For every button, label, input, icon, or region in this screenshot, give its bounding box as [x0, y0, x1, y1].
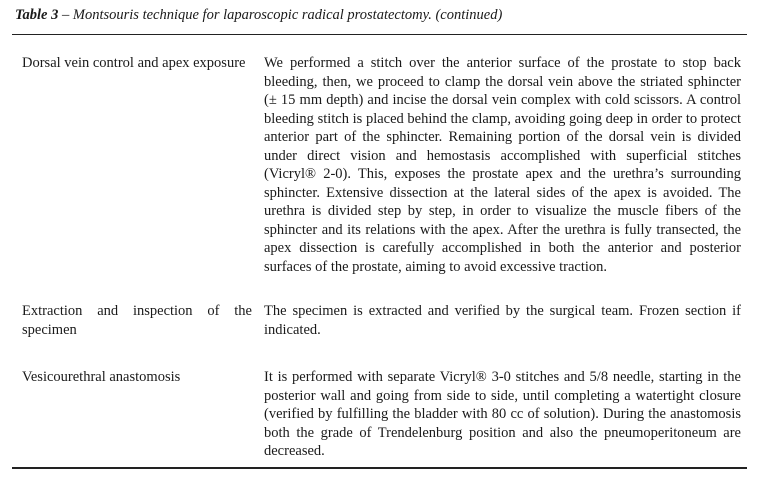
- table-title: – Montsouris technique for laparoscopic radical prostatectomy. (continued): [58, 7, 503, 23]
- step-name: Extraction and inspection of the specimen: [22, 303, 252, 338]
- step-description: The specimen is extracted and verified by the surgical team. Frozen section if indicated.: [264, 303, 741, 338]
- table-number: Table 3: [15, 7, 59, 23]
- table-caption: [15, 7, 502, 24]
- step-name: Dorsal vein control and apex exposure: [22, 55, 246, 71]
- step-description: It is performed with separate Vicryl® 3-0 stitches and 5/8 needle, starting in the posterior wall and going from side to side, until completing a watertight closure (verified by fulfilling the bladder with 80 cc of solution). During the anastomosis both the grade of Trendelenburg position and also the pneumoperitoneum are decreased.: [264, 369, 741, 459]
- table-top-rule: [12, 34, 747, 35]
- table-bottom-rule: [12, 467, 747, 469]
- step-name: Vesicourethral anastomosis: [22, 369, 181, 385]
- step-description: We performed a stitch over the anterior surface of the prostate to stop back bleeding, then, we proceed to clamp the dorsal vein above the striated sphincter (± 15 mm depth) and incise the dorsal vein complex with cold scissors. A control bleeding stitch is placed behind the clamp, avoiding going deep in order to protect anterior part of the sphincter. Remaining portion of the dorsal vein is divided under direct vision and hemostasis accomplished with superficial stitches (Vicryl® 2-0). This, exposes the prostate apex and the urethra’s surrounding sphincter. Extensive dissection at the lateral sides of the apex is avoided. The urethra is divided step by step, in order to visualize the muscle fibers of the sphincter and its relations with the apex. After the urethra is fully transected, the apex dissection is carefully accomplished in both the anterior and posterior surfaces of the prostate, aiming to avoid excessive traction.: [264, 55, 741, 275]
